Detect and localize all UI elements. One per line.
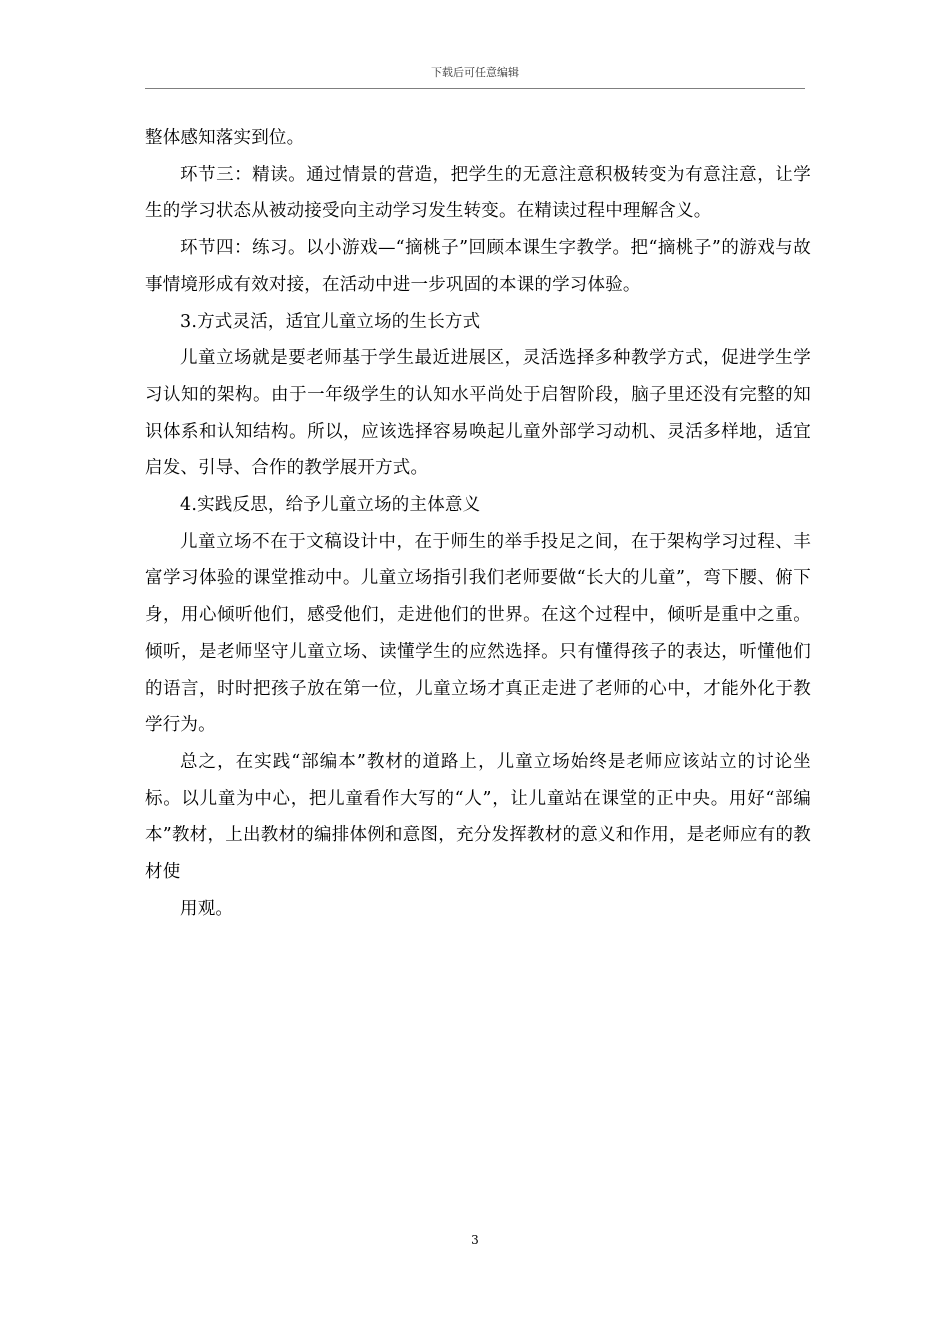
body-paragraph: 儿童立场就是要老师基于学生最近进展区，灵活选择多种教学方式，促进学生学习认知的架构。由于一年级学生的认知水平尚处于启智阶段，脑子里还没有完整的知识体系和认知结构。所以，应该选择容易唤起儿童外部学习动机、灵活多样地，适宜启发、引导、合作的教学展开方式。 <box>145 348 811 479</box>
page-header: 下载后可任意编辑 <box>431 66 519 79</box>
page-number: 3 <box>471 1233 479 1247</box>
section-heading: 3.方式灵活，适宜儿童立场的生长方式 <box>180 311 481 332</box>
section-heading: 4.实践反思，给予儿童立场的主体意义 <box>180 495 481 516</box>
body-paragraph: 用观。 <box>180 898 234 919</box>
document-body <box>145 120 811 927</box>
body-paragraph: 总之，在实践“部编本”教材的道路上，儿童立场始终是老师应该站立的讨论坐标。以儿童为中心，把儿童看作大写的“人”，让儿童站在课堂的正中央。用好“部编本”教材，上出教材的编排体例和意图，充分发挥教材的意义和作用，是老师应有的教材使 <box>145 751 811 883</box>
body-paragraph: 整体感知落实到位。 <box>145 128 305 148</box>
body-paragraph: 环节四：练习。以小游戏—“摘桃子”回顾本课生字教学。把“摘桃子”的游戏与故事情境形成有效对接，在活动中进一步巩固的本课的学习体验。 <box>145 238 811 295</box>
body-paragraph: 儿童立场不在于文稿设计中，在于师生的举手投足之间，在于架构学习过程、丰富学习体验的课堂推动中。儿童立场指引我们老师要做“长大的儿童”，弯下腰、俯下身，用心倾听他们，感受他们，走进他们的世界。在这个过程中，倾听是重中之重。倾听，是老师坚守儿童立场、读懂学生的应然选择。只有懂得孩子的表达，听懂他们的语言，时时把孩子放在第一位，儿童立场才真正走进了老师的心中，才能外化于教学行为。 <box>145 531 811 736</box>
header-divider <box>145 88 805 89</box>
body-paragraph: 环节三：精读。通过情景的营造，把学生的无意注意积极转变为有意注意，让学生的学习状态从被动接受向主动学习发生转变。在精读过程中理解含义。 <box>145 164 811 222</box>
